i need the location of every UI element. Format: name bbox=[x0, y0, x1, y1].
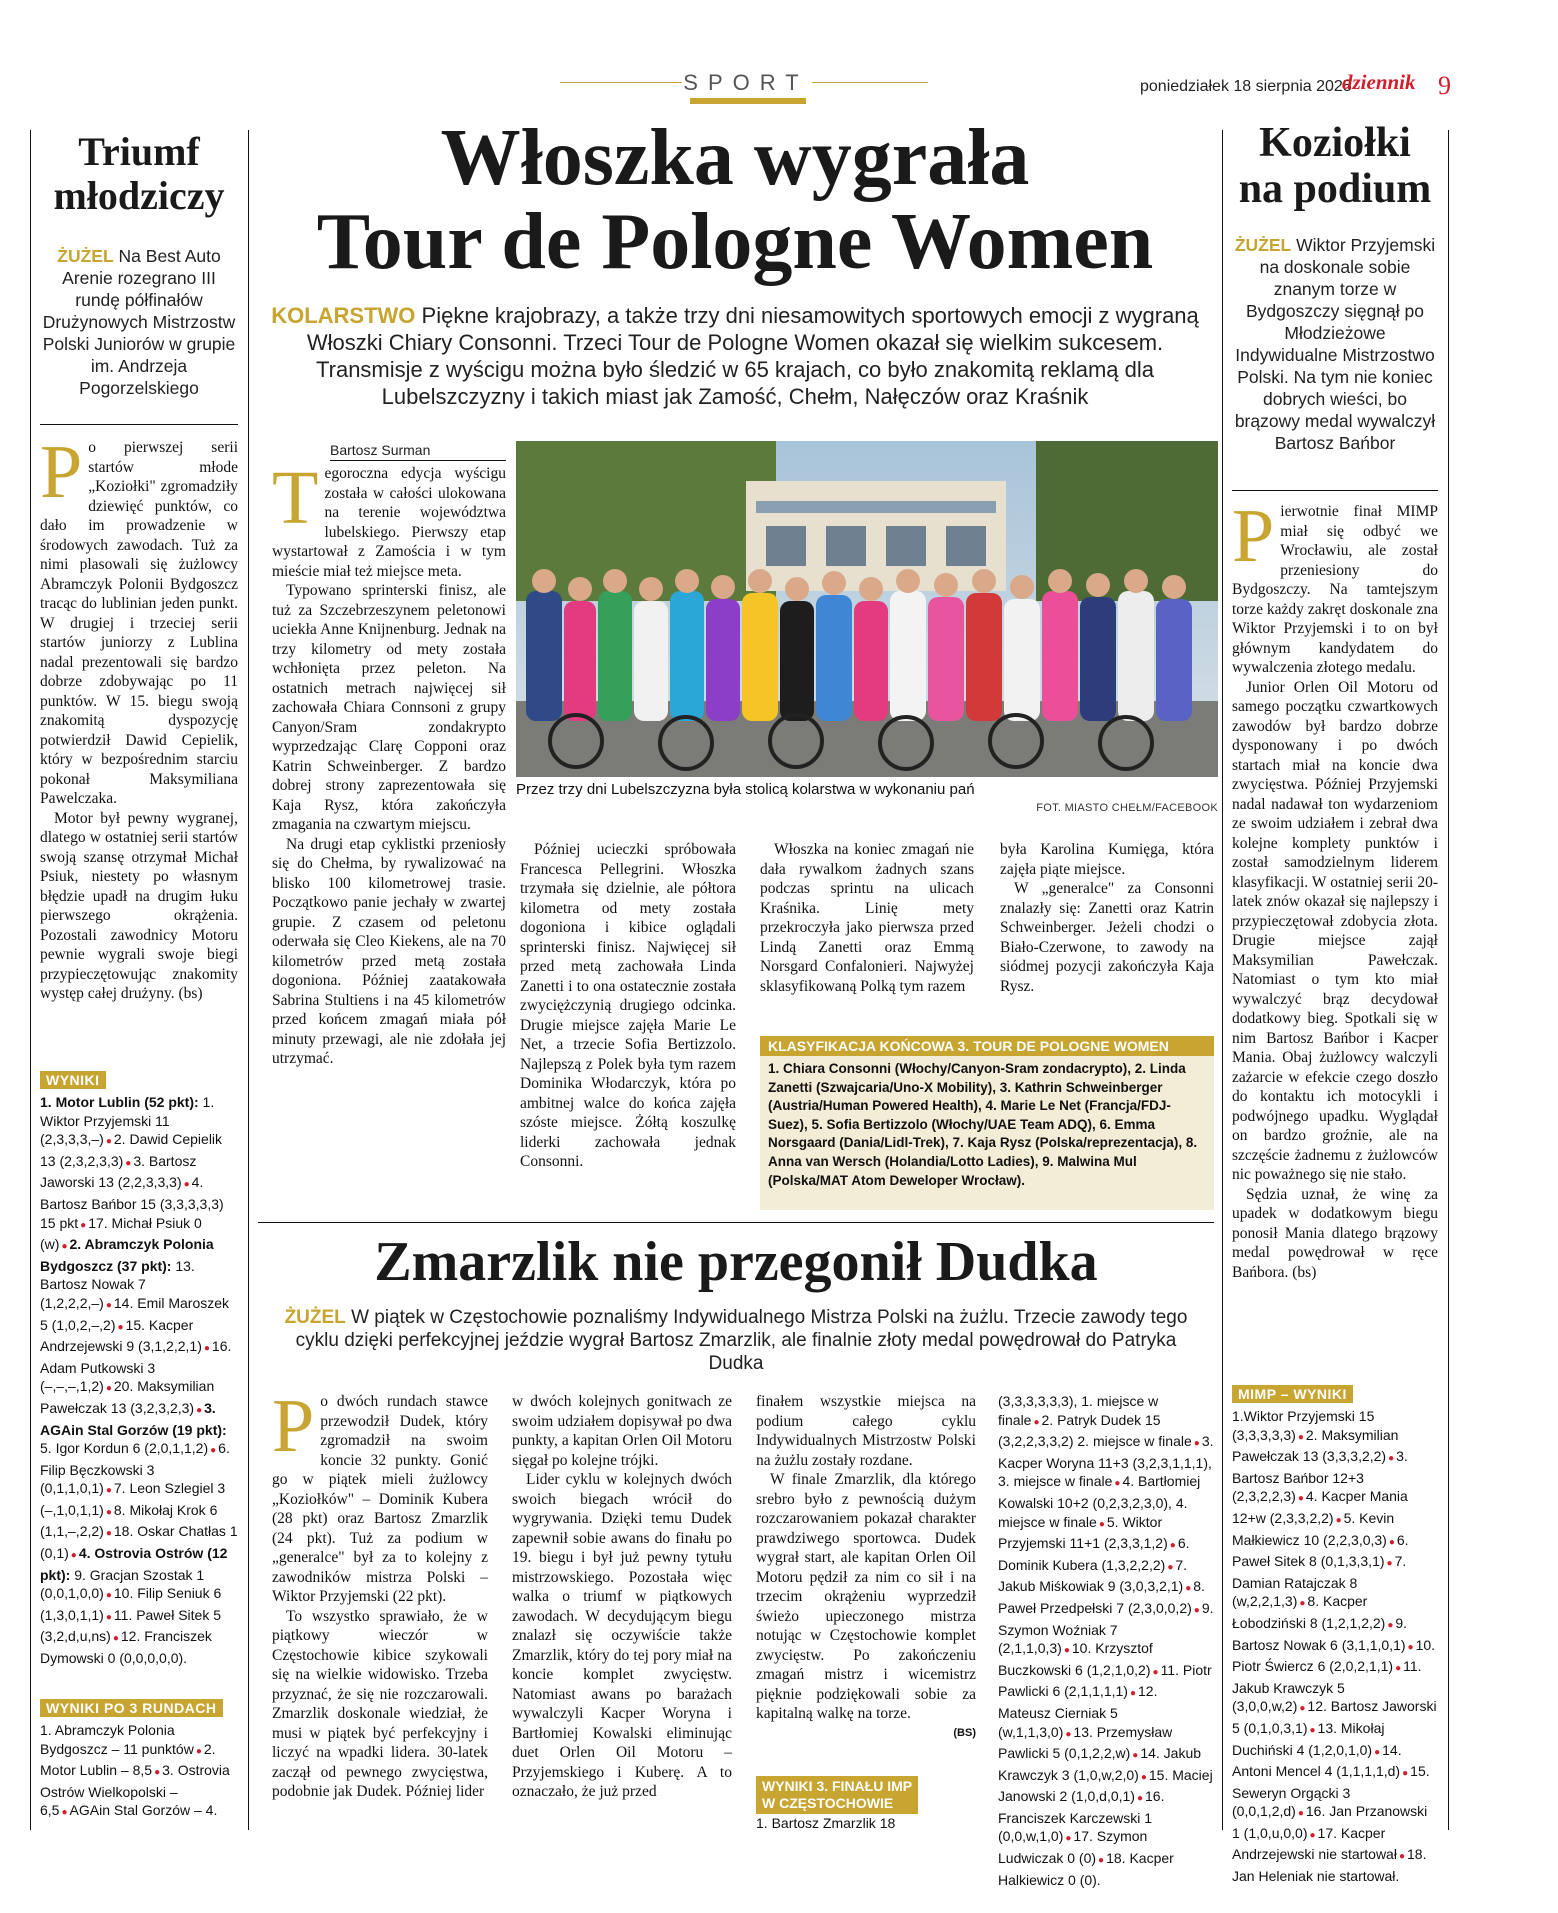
newspaper-logo: dziennik bbox=[1342, 70, 1416, 94]
left-article-lead bbox=[40, 245, 238, 399]
paragraph: Na drugi etap cyklistki przeniosły się do Chełma, by rywalizować na blisko 100 kilometrowej trasie. Początkowo panie jechały w zwartej grupie. Z czasem od peletonu oderwała się Cleo Kiekens, ale na 70 kilometrów przed metą została dogoniona. Później zaatakowała Sabrina Stultiens i na 45 kilometrów przed końcem zmagań miała pół minuty przewagi, ale nie zdołała jej utrzymać. bbox=[272, 835, 506, 1067]
rounds-text: 1. Abramczyk Polonia Bydgoszcz – 11 punktów● 2. Motor Lublin – 8,5● 3. Ostrovia Ostrów Wielkopolski – 6,5● AGAin Stal Gorzów – 4. bbox=[40, 1721, 238, 1823]
paragraph: Sędzia uznał, że winę za upadek w dodatkowym biegu ponosił Mania dlatego brązowy medal powędrował w ręce Bańbora. (bs) bbox=[1232, 1185, 1438, 1281]
paragraph: w dwóch kolejnych gonitwach ze swoim udziałem dopisywał po dwa punkty, a kapitan Orlen Oil Motoru sięgał po kolejne trójki. bbox=[512, 1393, 732, 1469]
bottom-col-3 bbox=[756, 1392, 976, 1743]
paragraph: Później ucieczki spróbowała Francesca Pellegrini. Włoszka trzymała się dzielnie, ale półtora kilometra od mety została dogoniona i kibice oglądali sprinterski finisz. Najwięcej sił przed metą zachowała Linda Zanetti i to ona ostatecznie została zwyciężczynią drugiego odcinka. Drugie miejsce zajęła Marie Le Net, a trzecie Sofia Bertizzolo. Najlepszą z Polek była tym razem Dominika Włodarczyk, która po ambitnej walce do końca zajęła szóste miejsce. Żółtą koszulkę liderki zachowała jednak Consonni. bbox=[520, 841, 736, 1170]
main-article-lead-text: Piękne krajobrazy, a także trzy dni niesamowitych sportowych emocji z wygraną Włoszki Chiary Consonni. Trzeci Tour de Pologne Women okazał się wielkim sukcesem. Transmisje z wyścigu można było śledzić w 65 krajach, co było znakomitą reklamą dla Lubelszczyzny i takich miast jak Zamość, Chełm, Nałęczów oraz Kraśnik bbox=[306, 303, 1199, 409]
results-text: 1.Wiktor Przyjemski 15 (3,3,3,3,3)● 2. Maksymilian Pawełczak 13 (3,3,3,2,2)● 3. Bartosz Bańbor 12+3 (2,3,2,2,3)● 4. Kacper Mania 12+w (2,3,3,2,2)● 5. Kevin Małkiewicz 10 (2,2,3,0,3)● 6. Paweł Sitek 8 (0,1,3,3,1)● 7. Damian Ratajczak 8 (w,2,2,1,3)● 8. Kacper Łobodziński 8 (1,2,1,2,2)● 9. Bartosz Nowak 6 (3,1,1,0,1)● 10. Piotr Świercz 6 (2,0,2,1,1)● 11. Jakub Krawczyk 5 (3,0,0,w,2)● 12. Bartosz Jaworski 5 (0,1,0,3,1)● 13. Mikołaj Duchiński 4 (1,2,0,1,0)● 14. Antoni Mencel 4 (1,1,1,1,d)● 15. Seweryn Orgącki 3 (0,0,1,2,d)● 16. Jan Przanowski 1 (1,0,u,0,0)● 17. Kacper Andrzejewski nie startował● 18. Jan Heleniak nie startował. bbox=[1232, 1407, 1438, 1886]
imp-results-text: (3,3,3,3,3,3), 1. miejsce w finale● 2. Patryk Dudek 15 (3,2,2,3,3,2) 2. miejsce w finale● 3. Kacper Woryna 11+3 (3,2,3,1,1,1), 3. miejsce w finale● 4. Bartłomiej Kowalski 10+2 (0,2,3,2,3,0), 4. miejsce w finale● 5. Wiktor Przyjemski 11+1 (2,3,3,1,2)● 6. Dominik Kubera (1,3,2,2,2)● 7. Jakub Miśkowiak 9 (3,0,3,2,1)● 8. Paweł Przedpełski 7 (2,3,0,0,2)● 9. Szymon Woźniak 7 (2,1,1,0,3)● 10. Krzysztof Buczkowski 6 (1,2,1,0,2)● 11. Piotr Pawlicki 6 (2,1,1,1,1)● 12. Mateusz Cierniak 5 (w,1,1,3,0)● 13. Przemysław Pawlicki 5 (0,1,2,2,w)● 14. Jakub Krawczyk 3 (1,0,w,2,0)● 15. Maciej Janowski 2 (1,0,d,0,1)● 16. Franciszek Karczewski 1 (0,0,w,1,0)● 17. Szymon Ludwiczak 0 (0)● 18. Kacper Halkiewicz 0 (0). bbox=[998, 1392, 1214, 1889]
paragraph: egoroczna edycja wyścigu została w całości ulokowana na terenie województwa lubelskiego. Pierwszy etap wystartował z Zamościa i w tym mieście miał też miejsce meta. bbox=[272, 465, 506, 580]
title-line: Włoszka wygrała bbox=[440, 114, 1030, 202]
dropcap: P bbox=[272, 1384, 315, 1468]
race-photo bbox=[516, 441, 1218, 777]
paragraph: Junior Orlen Oil Motoru od samego początku czwartkowych zawodów był bardzo dobrze dysponowany i po dwóch startach miał na koncie dwa zwycięstwa. Później Przyjemski nadal nadawał ton wydarzeniom ze swoim udziałem i zebrał dwa kolejne komplety punktów i został samodzielnym liderem klasyfikacji. W ostatniej serii 20-latek znów okazał się najlepszy i przypieczętował zdobycia złota. Drugie miejsce zajął Maksymilian Pawełczak. Natomiast o tym kto miał wywalczyć brąz decydował dodatkowy bieg. Spotkali się w nim Bartosz Bańbor i Kacper Mania. Obaj żużlowcy walczyli zażarcie w efekcie czego doszło do kontaktu ich motocykli i podwójnego upadku. Wyglądał on bardzo groźnie, ale na szczęście żadnemu z żużlowców nic poważnego się nie stało. bbox=[1232, 678, 1438, 1183]
dropcap: T bbox=[272, 456, 319, 540]
main-col-2 bbox=[520, 840, 736, 1172]
paragraph: Lider cyklu w kolejnych dwóch swoich biegach wrócił do wygrywania. Dzięki temu Dudek zapewnił sobie awans do finału po 19. biegu i był już pewny tytułu mistrzowskiego. Pozostała więc walka o triumf w piątkowych zawodach. W decydującym biegu znalazł się oczywiście także Zmarzlik, który do tej pory miał na koncie komplet zwycięstw. Natomiast awans po barażach wywalczyli Kacper Woryna i Bartłomiej Kowalski eliminując duet Orlen Oil Motoru – Przyjemskiego i Kuberę. A to oznaczało, że już przed bbox=[512, 1471, 732, 1800]
bottom-col-2 bbox=[512, 1392, 732, 1802]
rounds-label: WYNIKI PO 3 RUNDACH bbox=[40, 1699, 223, 1717]
column-rule bbox=[30, 130, 31, 1830]
section-rule bbox=[812, 82, 928, 83]
left-rounds bbox=[40, 1698, 238, 1823]
cyclists-illustration bbox=[516, 441, 1218, 777]
paragraph: była Karolina Kumięga, która zajęła piąte miejsce. bbox=[1000, 841, 1214, 878]
paragraph: W „generalce" za Consonni znalazły się: Zanetti oraz Katrin Schweinberger. Jeżeli chodzi o Biało-Czerwone, to zawody na siódmej pozycji zakończyła Kaja Rysz. bbox=[1000, 880, 1214, 995]
classification-box bbox=[760, 1036, 1214, 1210]
signature: (BS) bbox=[953, 1726, 976, 1739]
paragraph: o pierwszej serii startów młode „Koziołki" zgromadziły dziewięć punktów, co dało im prowadzenie w środowych zawodach. Tuż za nimi plasowali się żużlowcy Abramczyk Polonii Bydgoszcz tracąc do lublinian jeden punkt. W drugiej i trzeciej serii startów juniorzy z Lublina nadal prezentowali się bardzo dobrze zdobywając po 11 punktów. W 15. biegu swoją znakomitą dyspozycję potwierdził Dawid Cepielik, który w bezpośrednim starciu pokonał Maksymiliana Pawelczaka. bbox=[40, 439, 238, 807]
left-results bbox=[40, 1070, 238, 1668]
results-label: MIMP – WYNIKI bbox=[1232, 1385, 1353, 1403]
paragraph: Typowano sprinterski finisz, ale tuż za Szczebrzeszynem peletonowi uciekła Anne Knijnenburg. Jednak na trzy kilometry od mety została wchłonięta przez peleton. Na ostatnich metrach najwięcej sił zachowała Chiara Connsoni z grupy Canyon/Sram zondakrypto wyprzedzając Clarę Copponi oraz Katrin Schweinberger. Z bardzo dobrej strony zaprezentowała się Kaja Rysz, która zakończyła zmagania na czwartym miejscu. bbox=[272, 582, 506, 833]
results-text: 1. Motor Lublin (52 pkt): 1. Wiktor Przyjemski 11 (2,3,3,3,–)● 2. Dawid Cepielik 13 (2,3,2,3,3)● 3. Bartosz Jaworski 13 (2,2,3,3,3)● 4. Bartosz Bańbor 15 (3,3,3,3,3) 15 pkt● 17. Michał Psiuk 0 (w)● 2. Abramczyk Polonia Bydgoszcz (37 pkt): 13. Bartosz Nowak 7 (1,2,2,2,–)● 14. Emil Maroszek 5 (1,0,2,–,2)● 15. Kacper Andrzejewski 9 (3,1,2,2,1)● 16. Adam Putkowski 3 (–,–,–,1,2)● 20. Maksymilian Pawełczak 13 (3,2,3,2,3)● 3. AGAin Stal Gorzów (19 pkt): 5. Igor Kordun 6 (2,0,1,1,2)● 6. Filip Bęczkowski 3 (0,1,1,0,1)● 7. Leon Szlegiel 3 (–,1,0,1,1)● 8. Mikołaj Krok 6 (1,1,–,2,2)● 18. Oskar Chatłas 1 (0,1)● 4. Ostrovia Ostrów (12 pkt): 9. Gracjan Szostak 1 (0,0,1,0,0)● 10. Filip Seniuk 6 (1,3,0,1,1)● 11. Paweł Sitek 5 (3,2,d,u,ns)● 12. Franciszek Dymowski 0 (0,0,0,0,0). bbox=[40, 1093, 238, 1668]
bottom-article-kicker: ŻUŻEL bbox=[284, 1307, 346, 1328]
label-line: WYNIKI 3. FINAŁU IMP bbox=[762, 1778, 913, 1794]
bottom-article-lead bbox=[278, 1306, 1194, 1375]
right-results bbox=[1232, 1384, 1438, 1886]
section-label: SPORT bbox=[683, 70, 809, 95]
right-article-title: Koziołki na podium bbox=[1238, 120, 1432, 212]
bottom-article-lead-text: W piątek w Częstochowie poznaliśmy Indywidualnego Mistrza Polski na żużlu. Trzecie zawody tego cyklu dzięki perfekcyjnej jeździe wygrał Bartosz Zmarzlik, ale finalnie złoty medal powędrował do Patryka Dudka bbox=[295, 1307, 1188, 1374]
dropcap: P bbox=[1232, 494, 1275, 578]
main-col-3 bbox=[760, 840, 974, 996]
paragraph: finałem wszystkie miejsca na podium całego cyklu Indywidualnych Mistrzostw Polski na żużlu zostały rozdane. bbox=[756, 1393, 976, 1469]
paragraph: Włoszka na koniec zmagań nie dała rywalkom żadnych szans podczas sprintu na ulicach Kraśnika. Linię mety przekroczyła jako pierwsza przed Lindą Zanetti oraz Emmą Norsgard Confalonieri. Najwyżej sklasyfikowaną Polką tym razem bbox=[760, 841, 974, 995]
dropcap: P bbox=[40, 430, 83, 514]
paragraph: o dwóch rundach stawce przewodził Dudek, który zgromadził na swoim koncie 32 punkty. Gonić go w piątek mieli żużlowcy „Koziołków" – Dominik Kubera (28 pkt) oraz Bartosz Zmarzlik (24 pkt). Tuż za podium w „generalce" był za to kolejny z zawodników mistrza Polski – Wiktor Przyjemski (22 pkt). bbox=[272, 1393, 488, 1605]
main-col-4 bbox=[1000, 840, 1214, 996]
imp-results-label bbox=[756, 1776, 918, 1814]
photo-credit: FOT. MIASTO CHEŁM/FACEBOOK bbox=[1036, 802, 1218, 814]
photo-caption: Przez trzy dni Lubelszczyzna była stolicą kolarstwa w wykonaniu pań bbox=[516, 781, 975, 798]
imp-results-start bbox=[756, 1776, 976, 1833]
column-rule bbox=[1222, 130, 1223, 1830]
right-article-kicker: ŻUŻEL bbox=[1234, 235, 1292, 255]
results-label: WYNIKI bbox=[40, 1071, 106, 1089]
paragraph: Motor był pewny wygranej, dlatego w ostatniej serii startów swoją szansę otrzymał Michał Psiuk, niestety po własnym błędzie upadł na drugim łuku pierwszego okrążenia. Pozostali zawodnicy Motoru pewnie wygrali swoje biegi przypieczętowując znakomity występ całej drużyny. (bs) bbox=[40, 809, 238, 1002]
bottom-col-1 bbox=[272, 1384, 488, 1802]
paragraph: ierwotnie finał MIMP miał się odbyć we Wrocławiu, ale został przeniesiony do Bydgoszczy. Na tamtejszym torze każdy zakręt doskonale zna Wiktor Przyjemski i to on był głównym kandydatem do wywalczenia złotego medalu. bbox=[1232, 503, 1438, 676]
divider bbox=[258, 1222, 1214, 1223]
section-rule bbox=[560, 82, 682, 83]
classification-label: KLASYFIKACJA KOŃCOWA 3. TOUR DE POLOGNE WOMEN bbox=[760, 1036, 1214, 1056]
divider bbox=[1232, 490, 1438, 491]
divider bbox=[40, 424, 238, 425]
main-article-kicker: KOLARSTWO bbox=[271, 303, 416, 328]
main-article-title bbox=[258, 116, 1212, 284]
imp-results-first: 1. Bartosz Zmarzlik 18 bbox=[756, 1815, 896, 1831]
column-rule bbox=[248, 130, 249, 1830]
paragraph: To wszystko sprawiało, że w piątkowy wieczór w Częstochowie kibice szykowali się na wielkie widowisko. Trzeba przyznać, że się nie rozczarowali. Zmarzlik doskonale wiedział, że musi w piątek być perfekcyjny i liczyć na wpadki lidera. 30-latek zaczął od pewnego zwycięstwa, podobnie jak Dudek. Później lider bbox=[272, 1607, 488, 1800]
left-article-kicker: ŻUŻEL bbox=[57, 246, 114, 266]
bottom-article-title: Zmarzlik nie przegonił Dudka bbox=[374, 1231, 1098, 1293]
left-article-lead-text: Na Best Auto Arenie rozegrano III rundę półfinałów Drużynowych Mistrzostw Polski Juniorów w grupie im. Andrzeja Pogorzelskiego bbox=[42, 246, 236, 398]
right-article-lead bbox=[1232, 234, 1438, 454]
title-line: Tour de Pologne Women bbox=[316, 198, 1154, 286]
right-article-body bbox=[1232, 494, 1438, 1282]
main-article-lead bbox=[270, 302, 1200, 410]
page-number: 9 bbox=[1438, 71, 1451, 100]
paragraph: W finale Zmarzlik, dla którego srebro było z pewnością dużym rozczarowaniem pokazał charakter prawdziwego sportowca. Dudek wygrał start, ale kapitan Orlen Oil Motoru pędził za nim co sił i na trzecim okrążeniu wyprzedził świeżo upieczonego mistrza notując w Częstochowie komplet zwycięstw. Po zakończeniu zmagań mistrz i wicemistrz pięknie podziękowali sobie za kapitalną walkę na torze. bbox=[756, 1471, 976, 1722]
left-article-title: Triumf młodziczy bbox=[53, 129, 225, 218]
column-rule bbox=[1448, 130, 1449, 1830]
main-col-1 bbox=[272, 456, 506, 1069]
issue-date: poniedziałek 18 sierpnia 2025 bbox=[1140, 78, 1352, 95]
label-line: W CZĘSTOCHOWIE bbox=[762, 1795, 894, 1811]
byline: Bartosz Surman bbox=[330, 442, 506, 461]
classification-text: 1. Chiara Consonni (Włochy/Canyon-Sram zondacrypto), 2. Linda Zanetti (Szwajcaria/Uno-X Mobility), 3. Kathrin Schweinberger (Austria/Human Powered Health), 4. Marie Le Net (Francja/FDJ-Suez), 5. Sofia Bertizzolo (Włochy/UAE Team ADQ), 6. Emma Norsgaard (Dania/Lidl-Trek), 7. Kaja Rysz (Polska/reprezentacja), 8. Anna van Wersch (Holandia/Lotto Ladies), 9. Malwina Mul (Polska/MAT Atom Deweloper Wrocław). bbox=[768, 1061, 1198, 1188]
left-article-body bbox=[40, 430, 238, 1004]
right-article-lead-text: Wiktor Przyjemski na doskonale sobie znanym torze w Bydgoszczy sięgnął po Młodzieżowe Indywidualne Mistrzostwo Polski. Na tym nie koniec dobrych wieści, bo brązowy medal wywalczył Bartosz Bańbor bbox=[1234, 235, 1436, 453]
section-underline bbox=[690, 98, 806, 104]
